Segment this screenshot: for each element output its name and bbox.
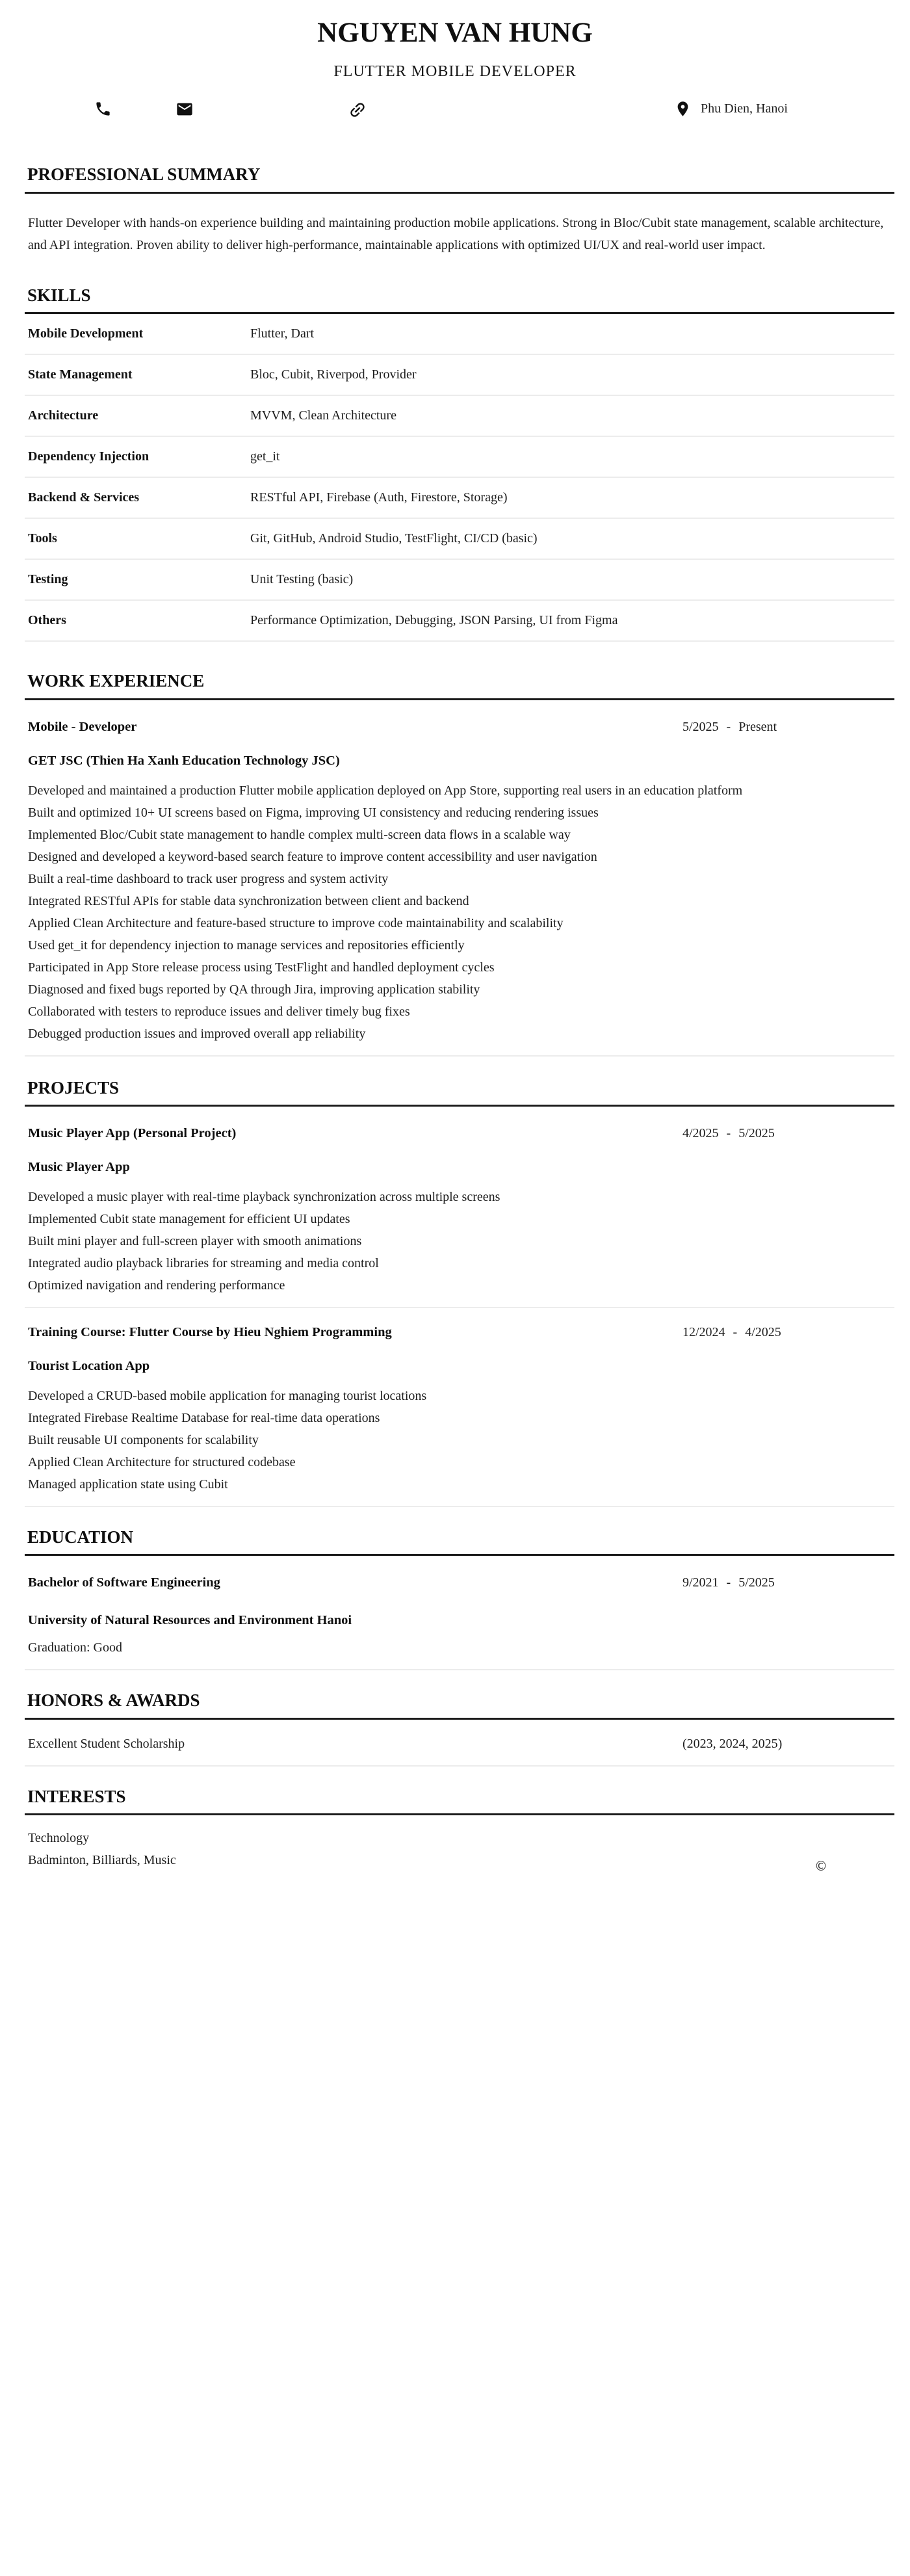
person-title: FLUTTER MOBILE DEVELOPER bbox=[333, 63, 577, 81]
divider bbox=[25, 1506, 894, 1507]
skill-row bbox=[25, 355, 894, 396]
honors-heading: HONORS & AWARDS bbox=[25, 1690, 894, 1719]
section-skills bbox=[25, 285, 894, 642]
project-bullets bbox=[25, 1385, 894, 1495]
interests-heading: INTERESTS bbox=[25, 1786, 894, 1815]
job-bullet: Implemented Bloc/Cubit state management to handle complex multi-screen data flows in a scalable way bbox=[28, 827, 571, 842]
project-subtitle: Tourist Location App bbox=[28, 1359, 150, 1373]
skill-label: State Management bbox=[28, 367, 133, 382]
project-bullet: Integrated audio playback libraries for streaming and media control bbox=[28, 1256, 379, 1270]
resume-content bbox=[25, 164, 894, 1871]
interest-line: Badminton, Billiards, Music bbox=[28, 1853, 176, 1868]
interest-lines bbox=[25, 1827, 894, 1871]
skill-row bbox=[25, 560, 894, 601]
skill-row bbox=[25, 601, 894, 642]
skill-label: Testing bbox=[28, 572, 68, 587]
skill-label: Backend & Services bbox=[28, 490, 140, 505]
experience-heading: WORK EXPERIENCE bbox=[25, 670, 894, 700]
skill-row bbox=[25, 437, 894, 478]
project-header bbox=[25, 1321, 894, 1343]
job-header bbox=[25, 716, 894, 738]
job-bullet: Debugged production issues and improved overall app reliability bbox=[28, 1026, 366, 1041]
skill-value: Performance Optimization, Debugging, JSON Parsing, UI from Figma bbox=[250, 613, 618, 628]
divider bbox=[25, 1307, 894, 1308]
award-date: (2023, 2024, 2025) bbox=[682, 1736, 783, 1751]
project-bullets bbox=[25, 1186, 894, 1296]
projects-heading: PROJECTS bbox=[25, 1077, 894, 1107]
project-entry bbox=[25, 1321, 894, 1507]
section-education bbox=[25, 1527, 894, 1670]
project-entry bbox=[25, 1122, 894, 1308]
section-honors bbox=[25, 1690, 894, 1766]
person-name: NGUYEN VAN HUNG bbox=[317, 18, 593, 48]
skill-value: Unit Testing (basic) bbox=[250, 572, 354, 587]
project-title: Training Course: Flutter Course by Hieu Nghiem Programming bbox=[28, 1325, 392, 1339]
skills-table bbox=[25, 314, 894, 642]
award-row bbox=[25, 1733, 894, 1755]
section-summary bbox=[25, 164, 894, 256]
phone-icon bbox=[94, 100, 112, 118]
school-name: University of Natural Resources and Environment Hanoi bbox=[28, 1613, 352, 1628]
project-bullet: Integrated Firebase Realtime Database for real-time data operations bbox=[28, 1411, 380, 1425]
project-date: 4/2025 - 5/2025 bbox=[682, 1126, 775, 1140]
job-bullet: Used get_it for dependency injection to manage services and repositories efficiently bbox=[28, 938, 465, 953]
project-header bbox=[25, 1122, 894, 1144]
location-text: Phu Dien, Hanoi bbox=[701, 101, 788, 116]
divider bbox=[25, 1055, 894, 1057]
job-bullet: Participated in App Store release process using TestFlight and handled deployment cycles bbox=[28, 960, 495, 975]
link-icon bbox=[344, 96, 371, 124]
contact-item-phone bbox=[94, 100, 112, 118]
project-title: Music Player App (Personal Project) bbox=[28, 1126, 237, 1140]
interest-line: Technology bbox=[28, 1831, 90, 1846]
summary-heading: PROFESSIONAL SUMMARY bbox=[25, 164, 894, 193]
project-bullet: Developed a music player with real-time playback synchronization across multiple screens bbox=[28, 1190, 500, 1204]
project-subtitle: Music Player App bbox=[28, 1160, 130, 1174]
skill-row bbox=[25, 396, 894, 437]
skill-row bbox=[25, 314, 894, 355]
skill-label: Mobile Development bbox=[28, 326, 144, 341]
section-experience bbox=[25, 670, 894, 1056]
project-date: 12/2024 - 4/2025 bbox=[682, 1325, 781, 1339]
contact-item-location bbox=[674, 100, 788, 118]
skill-value: get_it bbox=[250, 449, 280, 464]
header bbox=[0, 0, 910, 127]
location-pin-icon bbox=[674, 100, 692, 118]
skill-row bbox=[25, 519, 894, 560]
education-date: 9/2021 - 5/2025 bbox=[682, 1575, 775, 1590]
education-heading: EDUCATION bbox=[25, 1527, 894, 1556]
job-bullet: Built and optimized 10+ UI screens based on Figma, improving UI consistency and reducing rendering issues bbox=[28, 805, 599, 820]
email-icon bbox=[176, 100, 194, 118]
contact-bar bbox=[0, 98, 910, 127]
copyright-icon: © bbox=[814, 1858, 827, 1874]
graduation-note: Graduation: Good bbox=[28, 1640, 122, 1655]
education-header bbox=[25, 1571, 894, 1594]
skill-value: Git, GitHub, Android Studio, TestFlight, CI/CD (basic) bbox=[250, 531, 538, 546]
skill-value: RESTful API, Firebase (Auth, Firestore, Storage) bbox=[250, 490, 508, 505]
divider bbox=[25, 1765, 894, 1767]
job-bullet: Diagnosed and fixed bugs reported by QA through Jira, improving application stability bbox=[28, 982, 480, 997]
job-title: Mobile - Developer bbox=[28, 719, 137, 734]
job-bullet: Applied Clean Architecture and feature-based structure to improve code maintainability and scalability bbox=[28, 915, 564, 930]
skill-value: Bloc, Cubit, Riverpod, Provider bbox=[250, 367, 417, 382]
project-bullet: Built reusable UI components for scalability bbox=[28, 1433, 259, 1447]
award-title: Excellent Student Scholarship bbox=[28, 1736, 185, 1751]
skill-row bbox=[25, 478, 894, 519]
skills-heading: SKILLS bbox=[25, 285, 894, 314]
divider bbox=[25, 1669, 894, 1670]
skill-value: Flutter, Dart bbox=[250, 326, 315, 341]
degree-title: Bachelor of Software Engineering bbox=[28, 1575, 220, 1590]
contact-item-email bbox=[176, 100, 194, 118]
job-bullets bbox=[25, 780, 894, 1045]
project-bullet: Optimized navigation and rendering performance bbox=[28, 1278, 285, 1293]
project-bullet: Built mini player and full-screen player with smooth animations bbox=[28, 1234, 362, 1248]
skill-value: MVVM, Clean Architecture bbox=[250, 408, 396, 423]
summary-text: Flutter Developer with hands-on experience building and maintaining production mobile applications. Strong in Bloc/Cubit state management, scalable architecture, and API integration. Proven ability to deliver high-performance, maintainable applications with optimized UI/UX and real-world user impact. bbox=[28, 215, 884, 252]
contact-item-link bbox=[348, 100, 367, 120]
job-bullet: Designed and developed a keyword-based search feature to improve content accessibility and user navigation bbox=[28, 849, 597, 864]
job-bullet: Integrated RESTful APIs for stable data synchronization between client and backend bbox=[28, 893, 469, 908]
skill-label: Dependency Injection bbox=[28, 449, 150, 464]
project-bullet: Implemented Cubit state management for efficient UI updates bbox=[28, 1212, 350, 1226]
job-date: 5/2025 - Present bbox=[682, 719, 777, 734]
job-company: GET JSC (Thien Ha Xanh Education Technology JSC) bbox=[28, 753, 340, 768]
job-bullet: Developed and maintained a production Flutter mobile application deployed on App Store, supporting real users in an education platform bbox=[28, 783, 743, 798]
job-bullet: Collaborated with testers to reproduce issues and deliver timely bug fixes bbox=[28, 1004, 410, 1019]
job-bullet: Built a real-time dashboard to track user progress and system activity bbox=[28, 871, 389, 886]
skill-label: Architecture bbox=[28, 408, 99, 423]
project-bullet: Developed a CRUD-based mobile application for managing tourist locations bbox=[28, 1389, 427, 1403]
section-projects bbox=[25, 1077, 894, 1507]
skill-label: Others bbox=[28, 613, 66, 628]
section-interests bbox=[25, 1786, 894, 1871]
job-entry bbox=[25, 716, 894, 1057]
project-bullet: Managed application state using Cubit bbox=[28, 1477, 228, 1492]
project-bullet: Applied Clean Architecture for structured codebase bbox=[28, 1455, 296, 1469]
skill-label: Tools bbox=[28, 531, 57, 546]
